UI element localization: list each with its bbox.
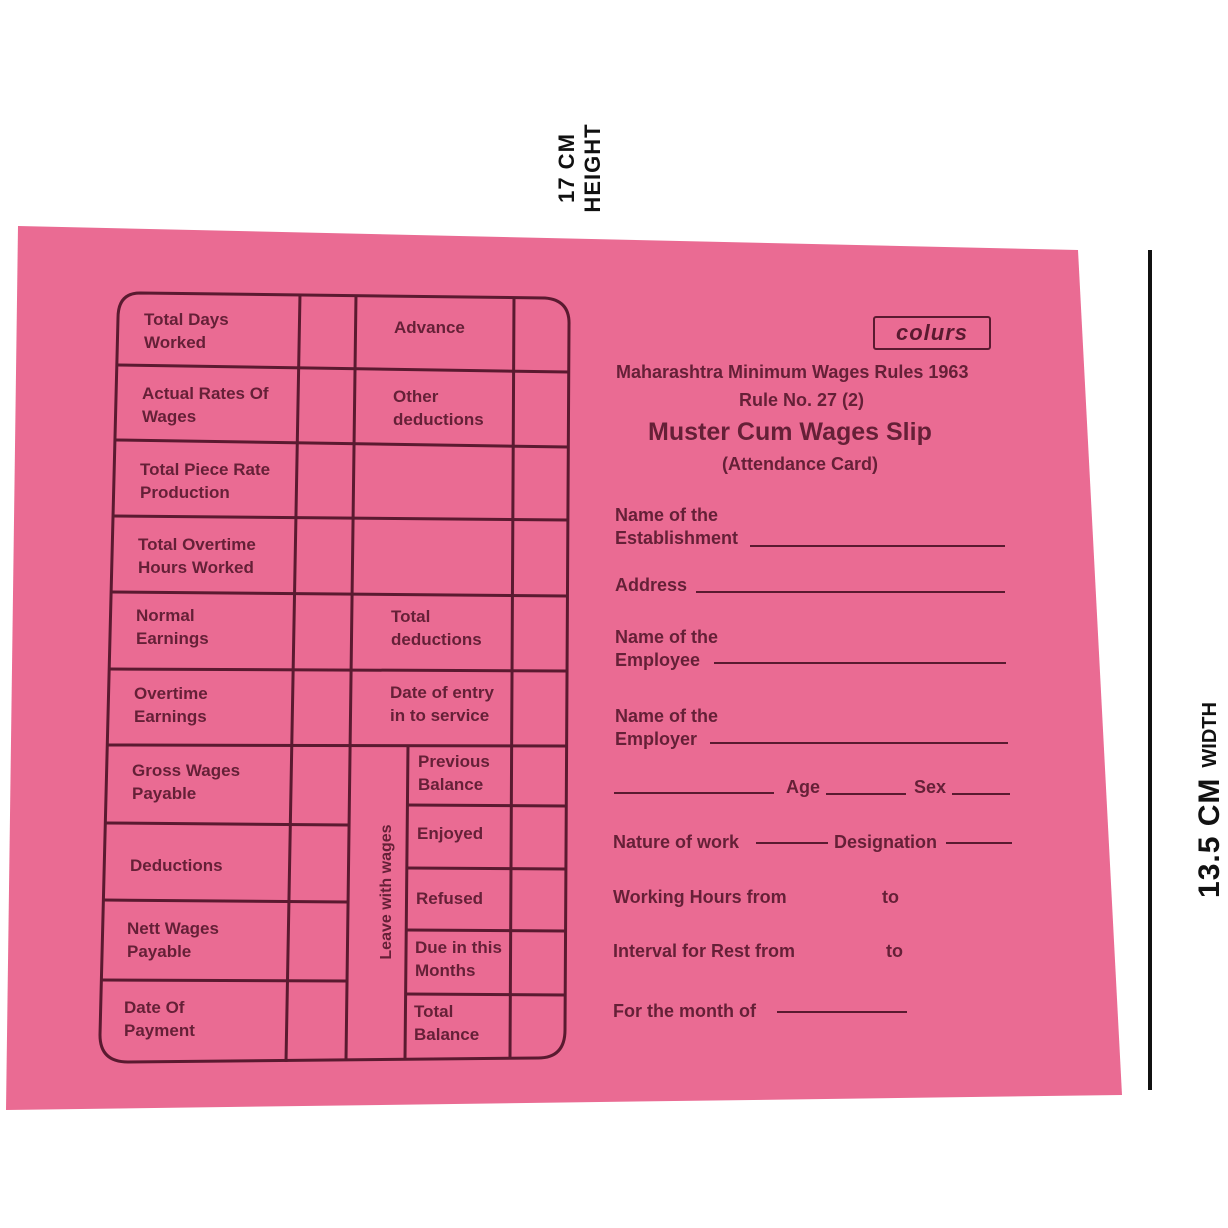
employer-label-2: Employer [615,729,698,749]
employee-line [714,662,1006,664]
interval-to: to [886,941,903,961]
row-actual-rates: Actual Rates Of Wages [142,384,269,426]
employer-label-1: Name of the [615,706,719,726]
row-total-balance: Total Balance [414,1002,480,1044]
working-hours-to: to [882,887,899,907]
age-label: Age [786,777,821,797]
nature-of-work-label: Nature of work [613,832,740,852]
sex-line [952,793,1010,795]
sex-label: Sex [914,777,947,797]
nature-of-work-line [756,842,828,844]
employer-line [710,742,1008,744]
designation-label: Designation [834,832,938,852]
month-line [777,1011,907,1013]
establishment-label-1: Name of the [615,505,719,525]
row-previous-balance: Previous Balance [418,752,490,794]
brand-logo: colurs [873,316,991,350]
month-label: For the month of [613,1001,756,1021]
row-advance: Advance [394,318,465,337]
address-line [696,591,1005,593]
row-overtime-earnings: Overtime Earnings [134,684,208,726]
row-normal-earnings: Normal Earnings [136,606,209,648]
address-label: Address [615,575,688,595]
age-line [826,793,906,795]
employer-extra-line [614,792,774,794]
designation-line [946,842,1012,844]
row-overtime-hours: Total Overtime Hours Worked [138,535,256,577]
working-hours-label: Working Hours from [613,887,787,907]
height-value: 17 CM [554,133,579,203]
row-gross-wages: Gross Wages Payable [132,761,241,803]
rule-number: Rule No. 27 (2) [739,390,865,410]
leave-with-wages-label: Leave with wages [378,824,395,960]
row-deductions: Deductions [130,856,223,875]
establishment-line [750,545,1005,547]
row-refused: Refused [416,889,484,908]
row-date-of-entry: Date of entry in to service [390,683,494,725]
interval-label: Interval for Rest from [613,941,796,961]
row-total-days-worked: Total Days Worked [144,310,229,352]
row-piece-rate: Total Piece Rate Production [140,460,271,502]
slip-title: Muster Cum Wages Slip [648,418,932,446]
employee-label-1: Name of the [615,627,719,647]
width-value: 13.5 CM [1193,777,1226,898]
height-label: HEIGHT [580,123,605,213]
row-enjoyed: Enjoyed [417,824,484,843]
rules-heading: Maharashtra Minimum Wages Rules 1963 [616,362,969,382]
employee-label-2: Employee [615,650,701,670]
row-total-deductions: Total deductions [391,607,482,649]
slip-subtitle: (Attendance Card) [722,454,879,474]
row-date-of-payment: Date Of Payment [124,998,195,1040]
row-nett-wages: Nett Wages Payable [127,919,219,961]
row-other-deductions: Other deductions [393,387,484,429]
width-label: WIDTH [1198,702,1221,768]
establishment-label-2: Establishment [615,528,739,548]
row-due-this-month: Due in this Months [415,938,502,980]
